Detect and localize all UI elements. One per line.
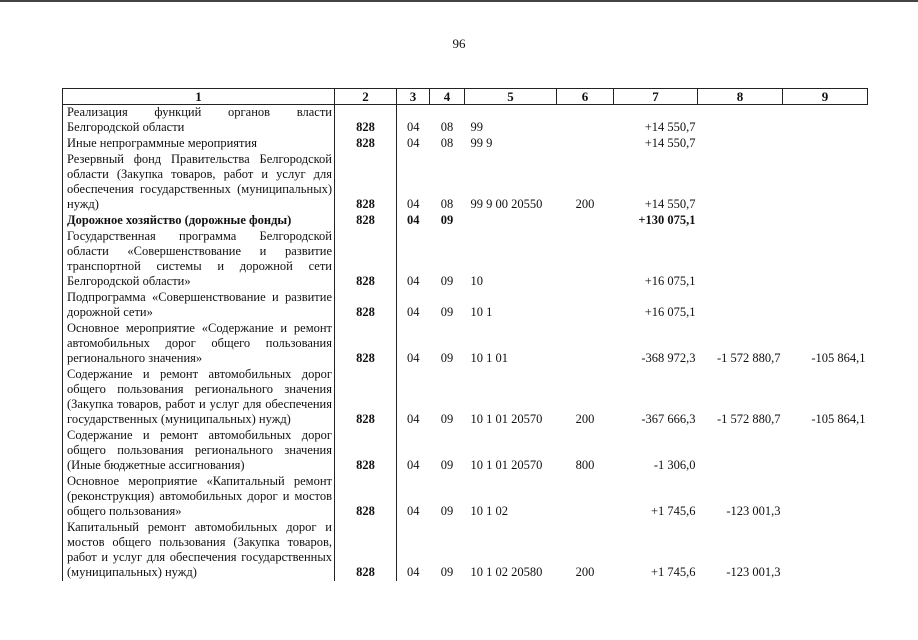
col-header-8: 8 bbox=[698, 89, 783, 105]
row-amount-col9 bbox=[783, 520, 868, 581]
row-subsection: 08 bbox=[440, 197, 454, 211]
row-target-article: 99 9 00 20550 bbox=[470, 197, 543, 211]
row-code-ministry: 828 bbox=[335, 367, 397, 428]
row-code-ministry: 828 bbox=[335, 321, 397, 367]
row-code-ministry: 828 bbox=[335, 290, 397, 321]
row-amount-col9 bbox=[783, 290, 868, 321]
row-section: 04 bbox=[397, 152, 430, 213]
row-subsection: 09 bbox=[440, 565, 454, 579]
row-target-article: 10 1 02 20580 bbox=[470, 565, 543, 579]
row-target-article bbox=[465, 213, 557, 229]
page-number: 96 bbox=[452, 36, 466, 51]
row-expense-type: 200 bbox=[575, 412, 595, 426]
top-border-line bbox=[0, 0, 918, 2]
row-name: Дорожное хозяйство (дорожные фонды) bbox=[63, 213, 335, 229]
row-name: Содержание и ремонт автомобильных дорог общего пользования регионального значения (Иные бюджетные ассигнования) bbox=[63, 428, 335, 474]
row-code-ministry: 828 bbox=[335, 520, 397, 581]
row-target-article: 10 1 01 bbox=[470, 351, 508, 365]
row-section: 04 bbox=[397, 520, 430, 581]
row-section: 04 bbox=[397, 428, 430, 474]
row-expense-type bbox=[557, 321, 614, 367]
row-expense-type bbox=[557, 229, 614, 290]
row-expense-type: 200 bbox=[575, 197, 595, 211]
row-target-article: 10 bbox=[470, 274, 483, 288]
row-expense-type bbox=[557, 474, 614, 520]
row-name: Основное мероприятие «Содержание и ремонт автомобильных дорог общего пользования регионального значения» bbox=[63, 321, 335, 367]
col-header-5: 5 bbox=[465, 89, 557, 105]
row-amount-col7: +16 075,1 bbox=[644, 274, 696, 288]
table-row bbox=[63, 367, 868, 428]
row-name: Иные непрограммные мероприятия bbox=[63, 136, 335, 152]
row-amount-col7: -1 306,0 bbox=[653, 458, 696, 472]
row-name: Основное мероприятие «Капитальный ремонт (реконструкция) автомобильных дорог и мостов общего пользования» bbox=[63, 474, 335, 520]
row-amount-col7: +14 550,7 bbox=[644, 136, 696, 150]
row-expense-type: 200 bbox=[575, 565, 595, 579]
row-amount-col9 bbox=[783, 229, 868, 290]
row-target-article: 10 1 01 20570 bbox=[470, 412, 543, 426]
table-row bbox=[63, 213, 868, 229]
row-expense-type bbox=[557, 213, 614, 229]
row-subsection: 09 bbox=[440, 504, 454, 518]
budget-table bbox=[62, 88, 868, 581]
col-header-3: 3 bbox=[397, 89, 430, 105]
table-row bbox=[63, 152, 868, 213]
row-section: 04 bbox=[397, 105, 430, 137]
row-expense-type: 800 bbox=[575, 458, 595, 472]
row-amount-col7: +130 075,1 bbox=[638, 213, 696, 227]
row-amount-col8 bbox=[698, 290, 783, 321]
table-row bbox=[63, 136, 868, 152]
row-target-article: 10 1 bbox=[470, 305, 493, 319]
row-code-ministry: 828 bbox=[335, 213, 397, 229]
row-code-ministry: 828 bbox=[335, 428, 397, 474]
row-amount-col7: +14 550,7 bbox=[644, 197, 696, 211]
row-expense-type bbox=[557, 136, 614, 152]
row-name: Государственная программа Белгородской области «Совершенствование и развитие транспортной системы и дорожной сети Белгородской области» bbox=[63, 229, 335, 290]
row-amount-col7: +14 550,7 bbox=[644, 120, 696, 134]
row-subsection: 09 bbox=[440, 305, 454, 319]
row-expense-type bbox=[557, 105, 614, 137]
row-section: 04 bbox=[397, 229, 430, 290]
row-amount-col8 bbox=[698, 136, 783, 152]
row-section: 04 bbox=[397, 321, 430, 367]
row-section: 04 bbox=[397, 213, 430, 229]
row-section: 04 bbox=[397, 474, 430, 520]
row-amount-col8 bbox=[698, 229, 783, 290]
row-amount-col9: -105 864,1 bbox=[811, 351, 866, 365]
row-amount-col8: -1 572 880,7 bbox=[716, 412, 781, 426]
row-amount-col9 bbox=[783, 152, 868, 213]
row-amount-col9: -105 864,1 bbox=[811, 412, 866, 426]
row-amount-col8 bbox=[698, 428, 783, 474]
row-section: 04 bbox=[397, 367, 430, 428]
row-target-article: 99 9 bbox=[470, 136, 493, 150]
row-amount-col8 bbox=[698, 213, 783, 229]
row-amount-col7: -367 666,3 bbox=[641, 412, 696, 426]
row-amount-col7: -368 972,3 bbox=[641, 351, 696, 365]
row-subsection: 09 bbox=[440, 351, 454, 365]
row-amount-col7: +16 075,1 bbox=[644, 305, 696, 319]
row-subsection: 08 bbox=[440, 120, 454, 134]
row-target-article: 10 1 01 20570 bbox=[470, 458, 543, 472]
row-amount-col9 bbox=[783, 474, 868, 520]
table-body bbox=[63, 105, 868, 582]
header-row bbox=[63, 89, 868, 105]
row-amount-col8: -123 001,3 bbox=[726, 565, 781, 579]
row-target-article: 99 bbox=[470, 120, 483, 134]
row-subsection: 09 bbox=[440, 213, 454, 227]
row-code-ministry: 828 bbox=[335, 136, 397, 152]
table-row bbox=[63, 520, 868, 581]
row-name: Реализация функций органов власти Белгородской области bbox=[63, 105, 335, 137]
row-code-ministry: 828 bbox=[335, 229, 397, 290]
row-amount-col7: +1 745,6 bbox=[650, 565, 696, 579]
row-code-ministry: 828 bbox=[335, 105, 397, 137]
table-row bbox=[63, 474, 868, 520]
col-header-2: 2 bbox=[335, 89, 397, 105]
table-row bbox=[63, 290, 868, 321]
row-amount-col8: -1 572 880,7 bbox=[716, 351, 781, 365]
row-amount-col8: -123 001,3 bbox=[726, 504, 781, 518]
row-amount-col8 bbox=[698, 152, 783, 213]
col-header-6: 6 bbox=[557, 89, 614, 105]
row-amount-col9 bbox=[783, 105, 868, 137]
col-header-1: 1 bbox=[63, 89, 335, 105]
col-header-7: 7 bbox=[614, 89, 698, 105]
table-row bbox=[63, 105, 868, 137]
table-row bbox=[63, 321, 868, 367]
row-subsection: 09 bbox=[440, 274, 454, 288]
row-expense-type bbox=[557, 290, 614, 321]
row-section: 04 bbox=[397, 136, 430, 152]
row-code-ministry: 828 bbox=[335, 152, 397, 213]
table-row bbox=[63, 229, 868, 290]
row-name: Содержание и ремонт автомобильных дорог общего пользования регионального значения (Закупка товаров, работ и услуг для обеспечения государственных (муниципальных) нужд) bbox=[63, 367, 335, 428]
row-amount-col9 bbox=[783, 136, 868, 152]
table-row bbox=[63, 428, 868, 474]
col-header-9: 9 bbox=[783, 89, 868, 105]
row-target-article: 10 1 02 bbox=[470, 504, 508, 518]
row-subsection: 08 bbox=[440, 136, 454, 150]
row-name: Капитальный ремонт автомобильных дорог и мостов общего пользования (Закупка товаров, работ и услуг для обеспечения государственных (муниципальных) нужд) bbox=[63, 520, 335, 581]
row-subsection: 09 bbox=[440, 412, 454, 426]
row-amount-col7: +1 745,6 bbox=[650, 504, 696, 518]
row-code-ministry: 828 bbox=[335, 474, 397, 520]
row-amount-col9 bbox=[783, 428, 868, 474]
row-name: Резервный фонд Правительства Белгородской области (Закупка товаров, работ и услуг для обеспечения государственных (муниципальных) нужд) bbox=[63, 152, 335, 213]
row-amount-col9 bbox=[783, 213, 868, 229]
row-amount-col8 bbox=[698, 105, 783, 137]
col-header-4: 4 bbox=[430, 89, 465, 105]
row-name: Подпрограмма «Совершенствование и развитие дорожной сети» bbox=[63, 290, 335, 321]
row-subsection: 09 bbox=[440, 458, 454, 472]
row-section: 04 bbox=[397, 290, 430, 321]
